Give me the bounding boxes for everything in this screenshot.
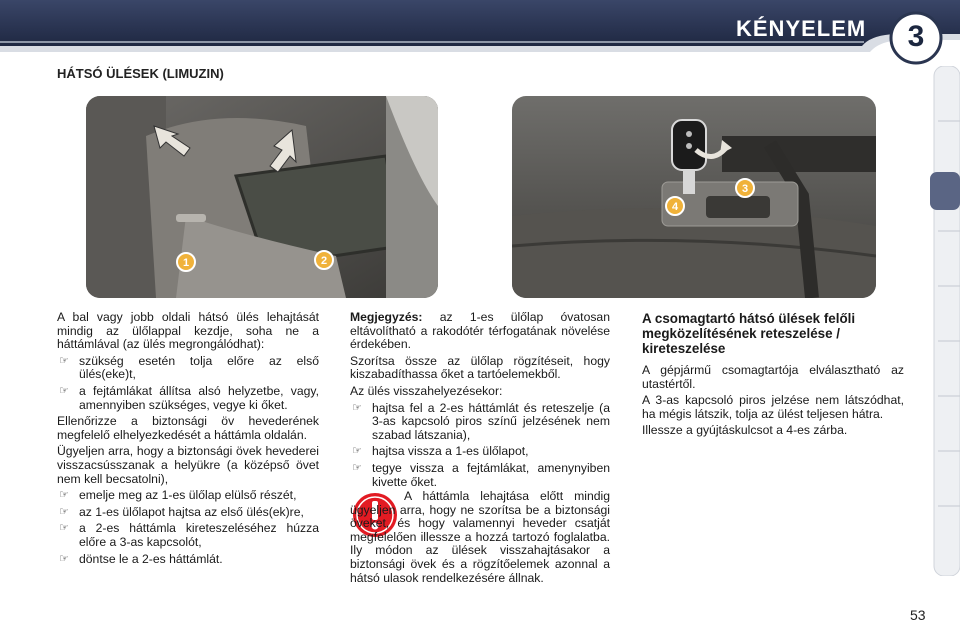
- text-column-2: [350, 311, 610, 492]
- trunk-lock-photo: [512, 96, 876, 298]
- subsection-title: A csomagtartó hátsó ülések felőli megközelítésének reteszelése / kireteszelése: [642, 311, 856, 356]
- paragraph: Szorítsa össze az ülőlap rögzítéseit, hogy kiszabadíthassa őket a tartóelemekből.: [350, 353, 610, 382]
- chapter-header: [0, 0, 960, 56]
- paragraph: A 3-as kapcsoló piros jelzése nem látszódhat, ha mégis látszik, tolja az ülést teljesen hátra.: [642, 393, 904, 421]
- list-item: ☞ a fejtámlákat állítsa alsó helyzetbe, vagy, amennyiben szükséges, vegye ki őket.: [59, 383, 319, 412]
- callout-3: [736, 179, 754, 197]
- callout-1: [177, 253, 195, 271]
- chapter-number: 3: [907, 20, 925, 53]
- page-number: 53: [910, 607, 926, 623]
- svg-text:4: 4: [671, 201, 679, 213]
- rear-seat-photo: [86, 96, 438, 298]
- list-item: ☞ hajtsa fel a 2-es háttámlát és reteszelje (a 3-as kapcsoló piros színű jelzésének nem szabad látszania),: [352, 400, 610, 442]
- intro-paragraph: A bal vagy jobb oldali hátsó ülés lehajtását mindig az ülőlappal kezdje, soha ne a háttámlával (az ülés megrongálódhat):: [57, 310, 319, 352]
- note-paragraph: Megjegyzés: az 1-es ülőlap óvatosan eltávolítható a rakodótér térfogatának növelése érdekében.: [350, 310, 610, 352]
- list-item: ☞ hajtsa vissza a 1-es ülőlapot,: [352, 444, 529, 459]
- warning-text: A háttámla lehajtása előtt mindig ügyeljen arra, hogy ne szorítsa be a biztonsági öveket, és hogy valamennyi heveder csatját megfelelően illessze a hozzá tartozó foglalatba. Ily módon az ülések visszahajtásakor a biztonsági övek és a rögzítőelemek azonnal a hátsó ulasok rendelkezésére állnak.: [350, 489, 610, 585]
- text-column-3: [642, 311, 904, 441]
- list-item: ☞ döntse le a 2-es háttámlát.: [59, 551, 223, 566]
- paragraph: A gépjármű csomagtartója elválasztható az utastértől.: [642, 363, 904, 391]
- list-item: ☞ a 2-es háttámla kireteszeléséhez húzza előre a 3-as kapcsolót,: [59, 521, 319, 549]
- svg-text:3: 3: [741, 183, 749, 195]
- paragraph: Illessze a gyújtáskulcsot a 4-es zárba.: [642, 423, 848, 438]
- list-item: ☞ emelje meg az 1-es ülőlap elülső részét,: [59, 488, 297, 503]
- list-item: ☞ szükség esetén tolja előre az első ülés(eke)t,: [59, 353, 319, 382]
- text-column-1: [57, 311, 319, 569]
- paragraph: Az ülés visszahelyezésekor:: [350, 383, 503, 398]
- paragraph: Ellenőrizze a biztonsági öv hevederének megfelelő elhelyezkedését a háttámla oldalán.: [57, 414, 319, 442]
- note-label: Megjegyzés:: [350, 310, 423, 324]
- svg-text:2: 2: [320, 255, 328, 267]
- callout-2: [315, 251, 333, 269]
- chapter-side-tabs: [930, 66, 960, 576]
- list-item: ☞ az 1-es ülőlapot hajtsa az első ülés(ek)re,: [59, 504, 304, 519]
- callout-4: [666, 197, 684, 215]
- svg-text:1: 1: [182, 257, 190, 269]
- chapter-title: KÉNYELEM: [736, 16, 867, 41]
- paragraph: Ügyeljen arra, hogy a biztonsági övek hevederei visszacsússzanak a helyükre (a középső övet nem kell becsatolni),: [57, 444, 319, 486]
- list-item: ☞ tegye vissza a fejtámlákat, amenynyiben kivette őket.: [352, 460, 610, 489]
- section-title: HÁTSÓ ÜLÉSEK (LIMUZIN): [57, 66, 224, 81]
